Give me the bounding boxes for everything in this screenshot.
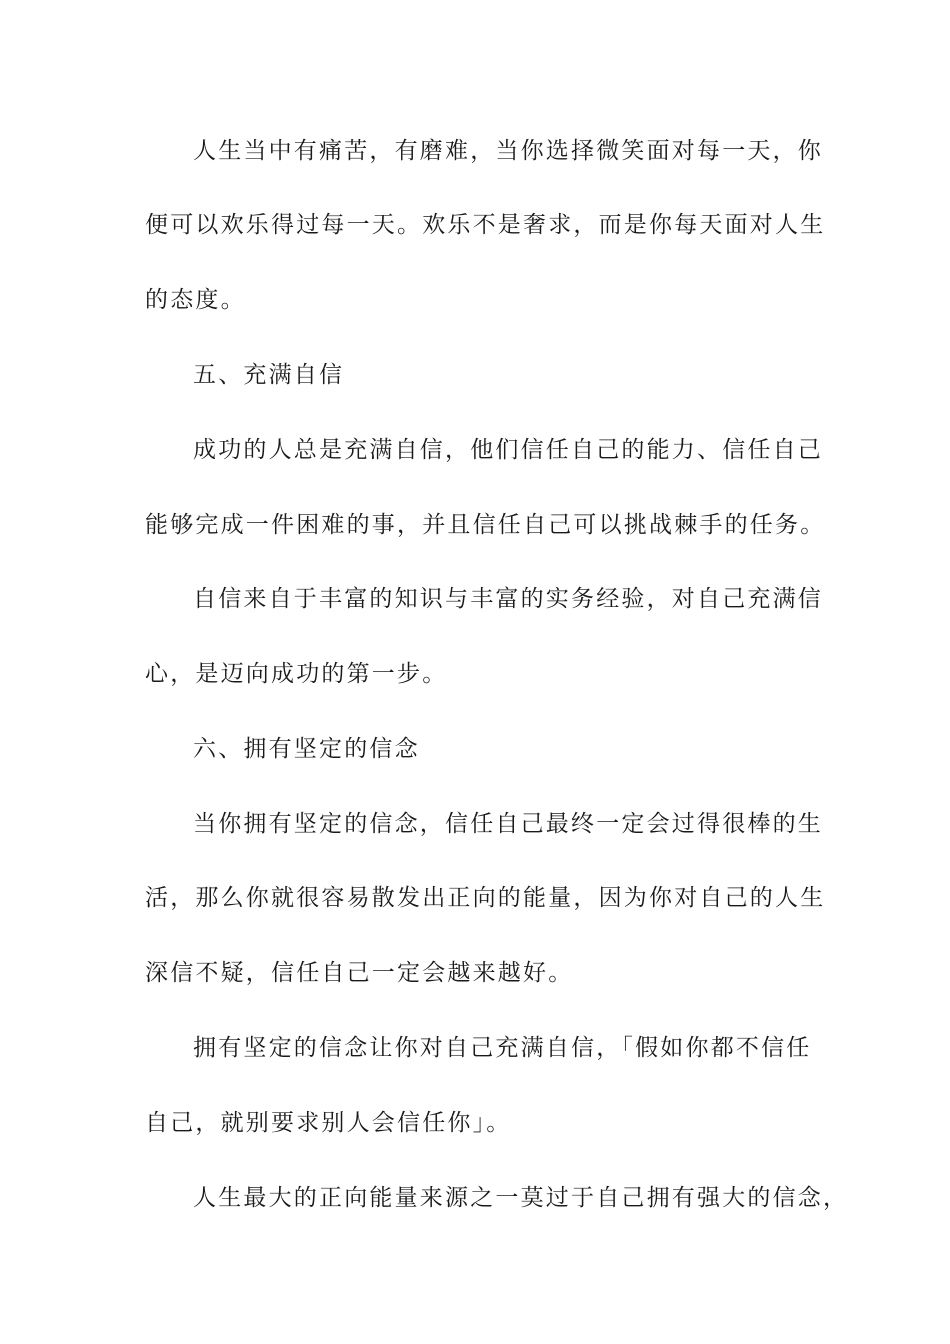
section-heading: 五、充满自信 xyxy=(193,362,345,388)
paragraph-line: 活，那么你就很容易散发出正向的能量，因为你对自己的人生 xyxy=(145,885,826,911)
paragraph-line: 自己，就别要求别人会信任你」。 xyxy=(145,1110,512,1136)
paragraph-line: 人生最大的正向能量来源之一莫过于自己拥有强大的信念， xyxy=(193,1185,849,1211)
section-heading: 六、拥有坚定的信念 xyxy=(193,736,420,762)
paragraph-line: 成功的人总是充满自信，他们信任自己的能力、信任自己 xyxy=(193,437,823,463)
paragraph-line: 心，是迈向成功的第一步。 xyxy=(145,661,448,687)
paragraph-line: 能够完成一件困难的事，并且信任自己可以挑战棘手的任务。 xyxy=(145,512,826,538)
paragraph-line: 便可以欢乐得过每一天。欢乐不是奢求，而是你每天面对人生 xyxy=(145,212,826,238)
paragraph-line: 人生当中有痛苦，有磨难，当你选择微笑面对每一天，你 xyxy=(193,138,823,164)
paragraph-line: 自信来自于丰富的知识与丰富的实务经验，对自己充满信 xyxy=(193,586,823,612)
paragraph-line: 的态度。 xyxy=(145,287,246,313)
paragraph-line: 当你拥有坚定的信念，信任自己最终一定会过得很棒的生 xyxy=(193,811,823,837)
paragraph-line: 拥有坚定的信念让你对自己充满自信，「假如你都不信任 xyxy=(193,1035,812,1061)
paragraph-line: 深信不疑，信任自己一定会越来越好。 xyxy=(145,960,574,986)
